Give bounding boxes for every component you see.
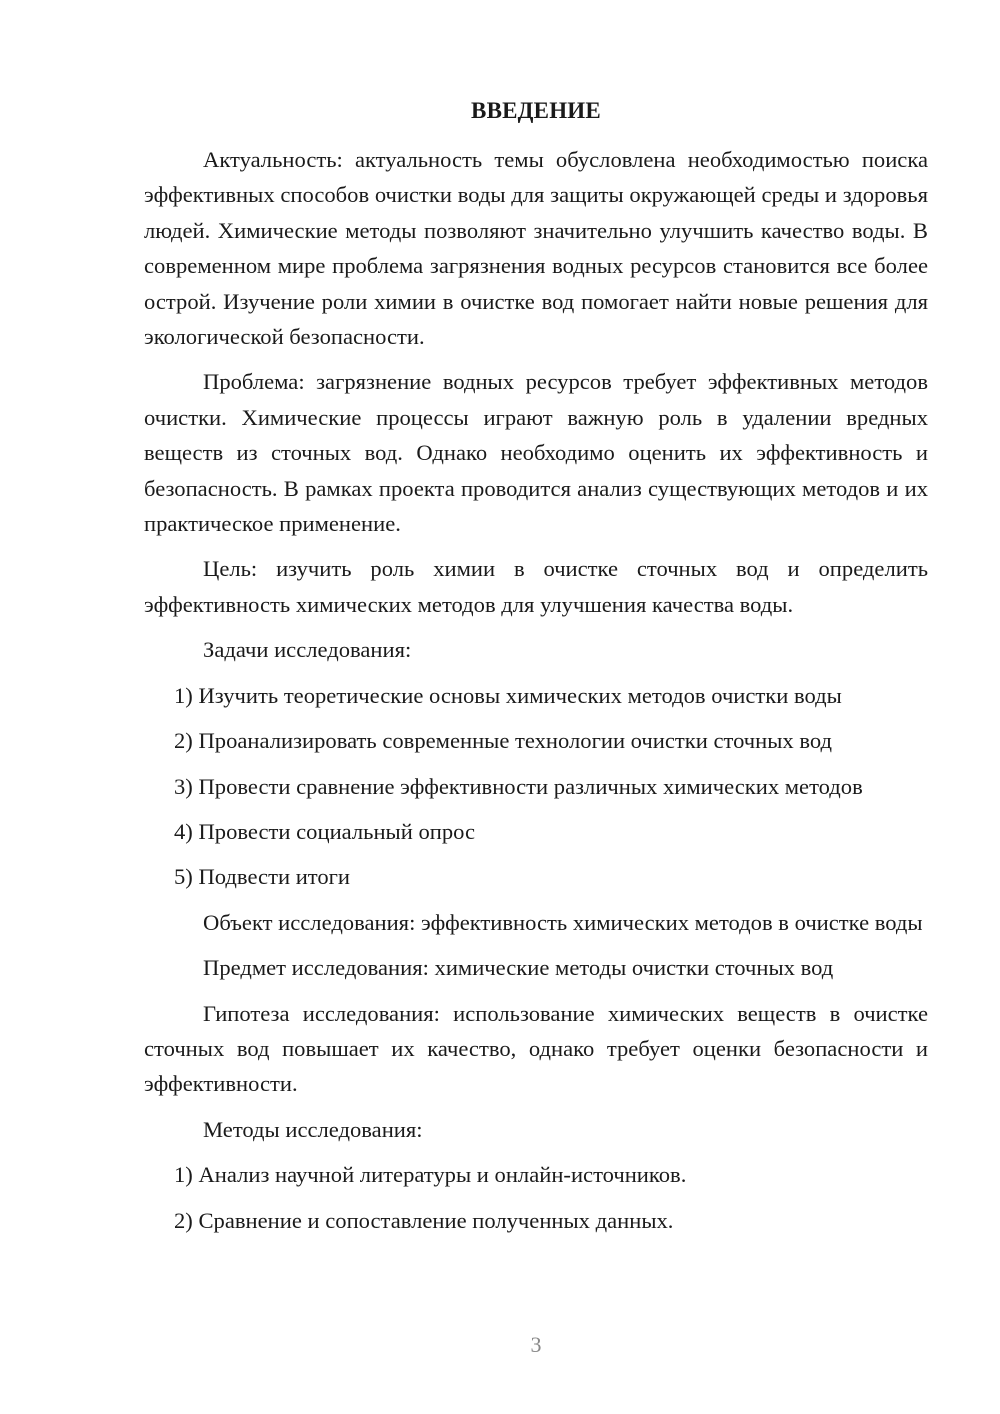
- object-paragraph: Объект исследования: эффективность химических методов в очистке воды: [203, 909, 923, 935]
- list-item: 1) Изучить теоретические основы химических методов очистки воды: [174, 682, 842, 708]
- list-item: 5) Подвести итоги: [174, 864, 351, 890]
- problem-paragraph: Проблема: загрязнение водных ресурсов требует эффективных методов очистки. Химические процессы играют важную роль в удалении вредных веществ из сточных вод. Однако необходимо оценить их эффективность и безопасность. В рамках проекта проводится анализ существующих методов и их практическое применение.: [144, 369, 928, 537]
- list-item: 3) Провести сравнение эффективности различных химических методов: [174, 773, 863, 799]
- section-heading: ВВЕДЕНИЕ: [471, 98, 601, 123]
- tasks-heading: Задачи исследования:: [203, 637, 412, 663]
- subject-paragraph: Предмет исследования: химические методы очистки сточных вод: [203, 955, 834, 981]
- page-body: [144, 142, 928, 1248]
- list-item: 2) Проанализировать современные технологии очистки сточных вод: [174, 728, 833, 754]
- methods-list: [144, 1157, 928, 1238]
- tasks-list: [144, 678, 928, 895]
- list-item: 2) Сравнение и сопоставление полученных данных.: [174, 1207, 674, 1233]
- list-item: 1) Анализ научной литературы и онлайн-источников.: [174, 1162, 687, 1188]
- methods-heading: Методы исследования:: [203, 1116, 423, 1142]
- hypothesis-paragraph: Гипотеза исследования: использование химических веществ в очистке сточных вод повышает их качество, однако требует оценки безопасности и эффективности.: [144, 1000, 928, 1097]
- relevance-paragraph: Актуальность: актуальность темы обусловлена необходимостью поиска эффективных способов очистки воды для защиты окружающей среды и здоровья людей. Химические методы позволяют значительно улучшить качество воды. В современном мире проблема загрязнения водных ресурсов становится все более острой. Изучение роли химии в очистке вод помогает найти новые решения для экологической безопасности.: [144, 147, 928, 350]
- goal-paragraph: Цель: изучить роль химии в очистке сточных вод и определить эффективность химических методов для улучшения качества воды.: [144, 556, 928, 617]
- page-number: 3: [530, 1332, 542, 1357]
- list-item: 4) Провести социальный опрос: [174, 818, 476, 844]
